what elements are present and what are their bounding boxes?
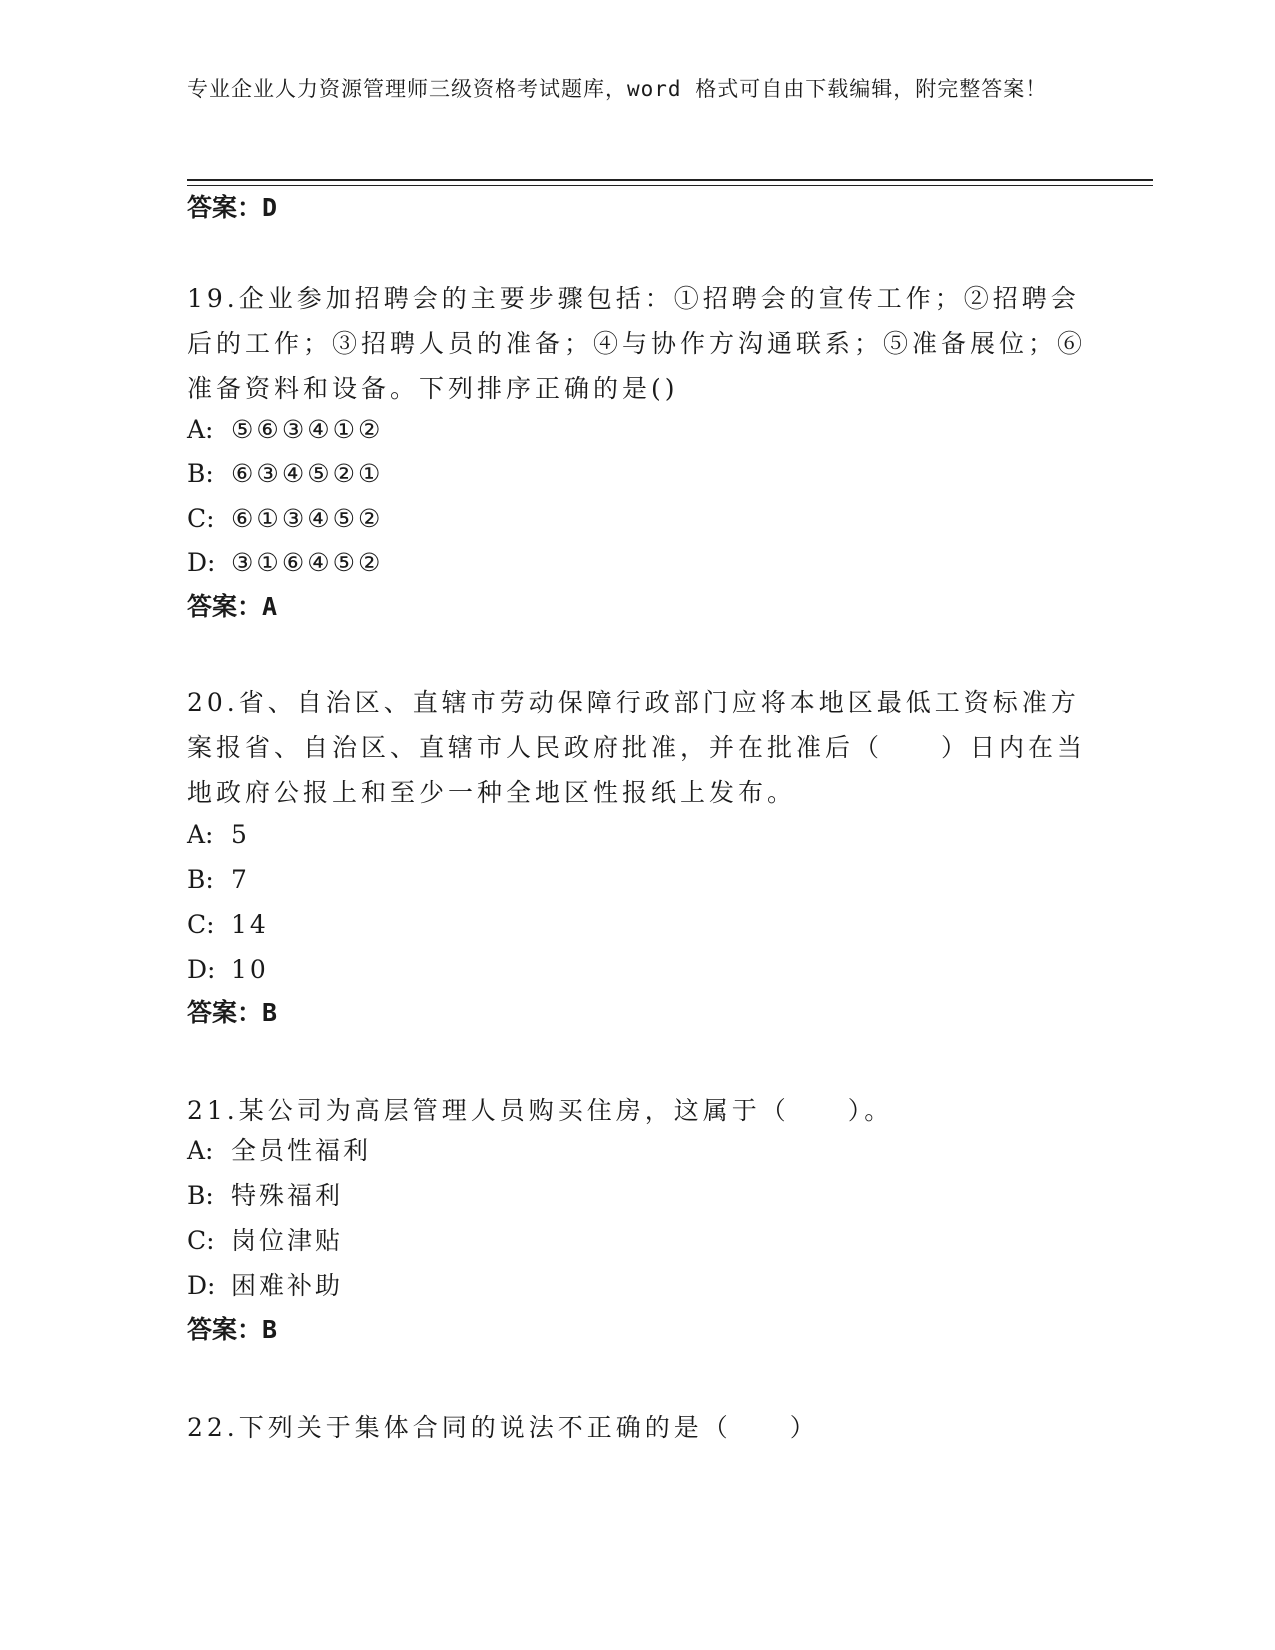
option-text: 全员性福利 [231, 1136, 372, 1165]
option-letter: B: [187, 459, 214, 488]
option-text: 10 [231, 955, 269, 984]
question-19-option-d [187, 546, 383, 580]
question-20-option-b [187, 863, 250, 897]
previous-answer: 答案：D [187, 193, 278, 222]
question-19-stem: 19.企业参加招聘会的主要步骤包括：①招聘会的宣传工作；②招聘会后的工作；③招聘人员的准备；④与协作方沟通联系；⑤准备展位；⑥准备资料和设备。下列排序正确的是() [187, 284, 1087, 403]
question-19-option-c [187, 502, 383, 536]
option-text: ⑥③④⑤②① [231, 459, 384, 488]
option-letter: D: [187, 1271, 216, 1300]
option-text: ⑥①③④⑤② [231, 504, 384, 533]
option-text: ③①⑥④⑤② [231, 548, 384, 577]
question-21-option-d [187, 1269, 343, 1303]
question-20-option-c [187, 908, 269, 942]
question-19-answer: 答案：A [187, 592, 278, 621]
page-header: 专业企业人力资源管理师三级资格考试题库，word 格式可自由下载编辑，附完整答案！ [187, 77, 1048, 101]
question-21-option-c [187, 1224, 343, 1258]
option-text: 困难补助 [231, 1271, 344, 1300]
option-letter: B: [187, 865, 214, 894]
option-letter: A: [187, 1136, 214, 1165]
question-20-answer: 答案：B [187, 998, 278, 1027]
option-letter: C: [187, 504, 215, 533]
option-text: 7 [231, 865, 250, 894]
header-divider-thin [187, 185, 1153, 186]
option-letter: A: [187, 415, 214, 444]
question-20-option-a [187, 818, 250, 852]
option-letter: C: [187, 910, 215, 939]
question-21-option-b [187, 1179, 343, 1213]
option-text: ⑤⑥③④①② [231, 415, 384, 444]
question-21-answer: 答案：B [187, 1315, 278, 1344]
question-19-option-a [187, 413, 383, 447]
option-text: 14 [231, 910, 269, 939]
option-letter: C: [187, 1226, 215, 1255]
option-letter: D: [187, 955, 216, 984]
option-letter: B: [187, 1181, 214, 1210]
option-text: 特殊福利 [231, 1181, 344, 1210]
option-text: 5 [231, 820, 250, 849]
question-21-option-a [187, 1134, 371, 1168]
option-letter: D: [187, 548, 216, 577]
question-20-stem: 20.省、自治区、直辖市劳动保障行政部门应将本地区最低工资标准方案报省、自治区、直辖市人民政府批准，并在批准后（ ）日内在当地政府公报上和至少一种全地区性报纸上发布。 [187, 688, 1087, 807]
option-text: 岗位津贴 [231, 1226, 344, 1255]
header-divider [187, 179, 1153, 181]
question-20-option-d [187, 953, 269, 987]
question-21-stem: 21.某公司为高层管理人员购买住房，这属于（ ）。 [187, 1096, 894, 1125]
option-letter: A: [187, 820, 214, 849]
question-22-stem: 22.下列关于集体合同的说法不正确的是（ ） [187, 1413, 819, 1442]
question-19-option-b [187, 457, 383, 491]
